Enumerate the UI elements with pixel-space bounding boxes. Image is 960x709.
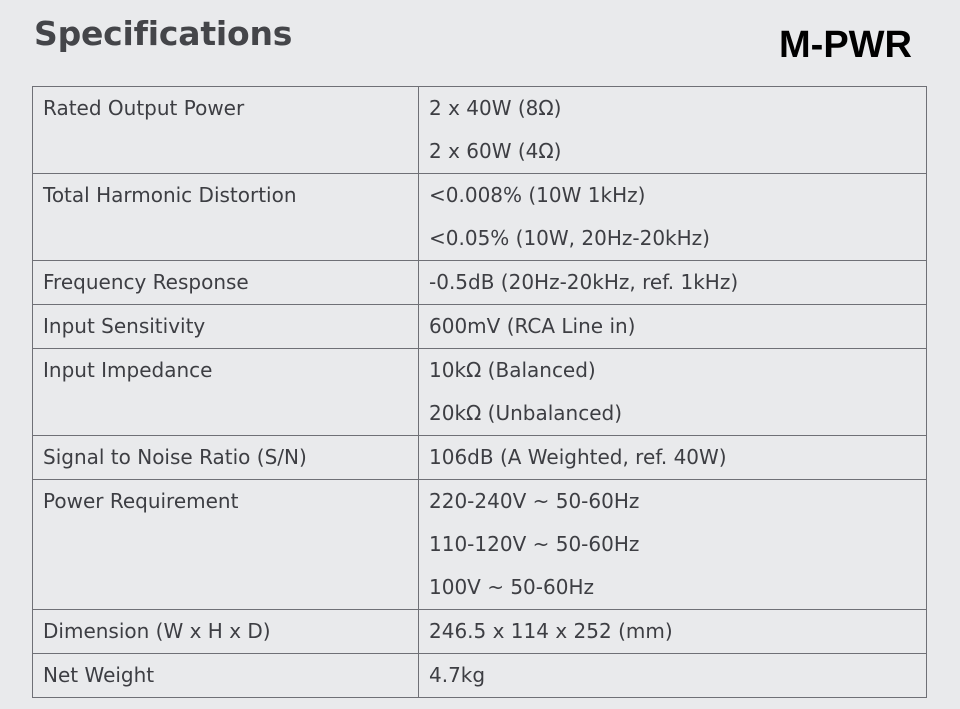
table-row — [33, 610, 927, 654]
spec-value: 110-120V ~ 50-60Hz — [429, 532, 640, 556]
page-title: Specifications — [34, 14, 293, 53]
spec-value-cell — [419, 654, 927, 698]
spec-value-cell — [419, 436, 927, 480]
spec-label: Input Sensitivity — [33, 305, 419, 349]
spec-label: Dimension (W x H x D) — [33, 610, 419, 654]
spec-value-cell — [419, 480, 927, 610]
spec-value-cell — [419, 305, 927, 349]
table-row — [33, 305, 927, 349]
spec-value: 2 x 60W (4Ω) — [429, 139, 562, 163]
model-label: M-PWR — [779, 24, 912, 66]
table-row — [33, 174, 927, 261]
spec-value-cell — [419, 174, 927, 261]
spec-label: Power Requirement — [33, 480, 419, 610]
spec-label: Total Harmonic Distortion — [33, 174, 419, 261]
spec-value: 106dB (A Weighted, ref. 40W) — [429, 445, 727, 469]
spec-value: 100V ~ 50-60Hz — [429, 575, 594, 599]
specifications-table — [32, 86, 927, 698]
spec-value-cell — [419, 261, 927, 305]
spec-value: 2 x 40W (8Ω) — [429, 96, 562, 120]
table-row — [33, 480, 927, 610]
spec-value-cell — [419, 87, 927, 174]
spec-label: Frequency Response — [33, 261, 419, 305]
table-row — [33, 87, 927, 174]
spec-value: <0.05% (10W, 20Hz-20kHz) — [429, 226, 710, 250]
spec-label: Net Weight — [33, 654, 419, 698]
spec-value-cell — [419, 349, 927, 436]
table-row — [33, 261, 927, 305]
spec-value-cell — [419, 610, 927, 654]
spec-value: 220-240V ~ 50-60Hz — [429, 489, 640, 513]
spec-label: Signal to Noise Ratio (S/N) — [33, 436, 419, 480]
spec-value: 246.5 x 114 x 252 (mm) — [429, 619, 673, 643]
spec-label: Input Impedance — [33, 349, 419, 436]
spec-value: 4.7kg — [429, 663, 486, 687]
spec-value: 20kΩ (Unbalanced) — [429, 401, 623, 425]
table-row — [33, 654, 927, 698]
spec-value: -0.5dB (20Hz-20kHz, ref. 1kHz) — [429, 270, 739, 294]
spec-value: 600mV (RCA Line in) — [429, 314, 636, 338]
table-row — [33, 436, 927, 480]
spec-value: 10kΩ (Balanced) — [429, 358, 596, 382]
table-row — [33, 349, 927, 436]
specifications-table-body — [33, 87, 927, 698]
spec-label: Rated Output Power — [33, 87, 419, 174]
spec-value: <0.008% (10W 1kHz) — [429, 183, 646, 207]
